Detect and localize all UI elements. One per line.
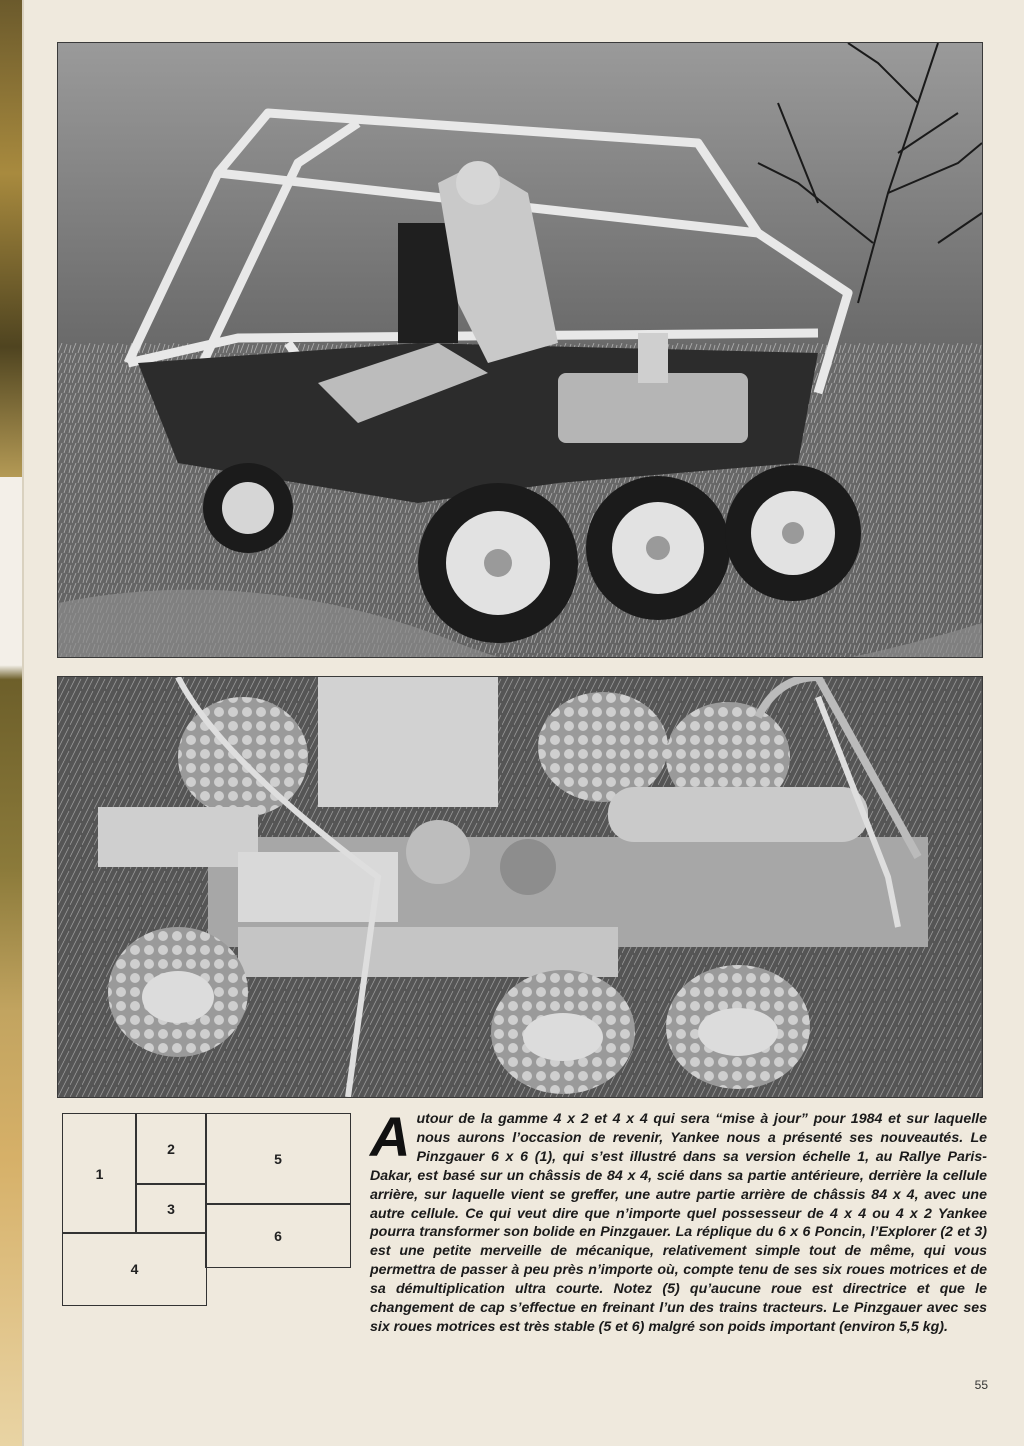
- article-dropcap: A: [370, 1105, 411, 1168]
- key-cell-2: 2: [135, 1113, 207, 1185]
- photo-key-diagram: [62, 1113, 351, 1306]
- photo-explorer-chassis: [57, 676, 983, 1098]
- adjacent-page-edge: [0, 0, 24, 1446]
- page-number: 55: [974, 1378, 988, 1392]
- article-text: utour de la gamme 4 x 2 et 4 x 4 qui sera “mise à jour” pour 1984 et sur laquelle nous aurons l’occasion de revenir, Yankee nous a présenté ses nouveautés. Le Pinzgauer 6 x 6 (1), qui s’est illustré dans sa version échelle 1, au Rallye Paris-Dakar, est basé sur un châssis de 84 x 4, scié dans sa partie antérieure, derrière la cellule arrière, sur laquelle vient se greffer, une autre partie arrière de châssis 84 x 4, avec une autre cellule. Ce qui veut dire que n’importe quel possesseur de 4 x 4 ou 4 x 2 Yankee pourra transformer son bolide en Pinzgauer. La réplique du 6 x 6 Poncin, l’Explorer (2 et 3) est une petite merveille de mécanique, relativement simple tout de même, qui vous permettra de passer à peu près n’importe où, compte tenu de ses six roues motrices et de sa démultiplication ultra courte. Notez (5) qu’aucune roue est directrice et que le changement de cap s’effectue en freinant l’un des trains tracteurs. Le Pinzgauer avec ses six roues motrices est très stable (5 et 6) malgré son poids important (environ 5,5 kg).: [370, 1111, 987, 1335]
- key-cell-3: 3: [135, 1183, 207, 1234]
- key-cell-6: 6: [205, 1203, 351, 1268]
- key-cell-5: 5: [205, 1113, 351, 1205]
- key-cell-1: 1: [62, 1113, 137, 1234]
- photo-pinzgauer-driver: [57, 42, 983, 658]
- key-cell-4: 4: [62, 1232, 207, 1306]
- article-body: [370, 1105, 987, 1337]
